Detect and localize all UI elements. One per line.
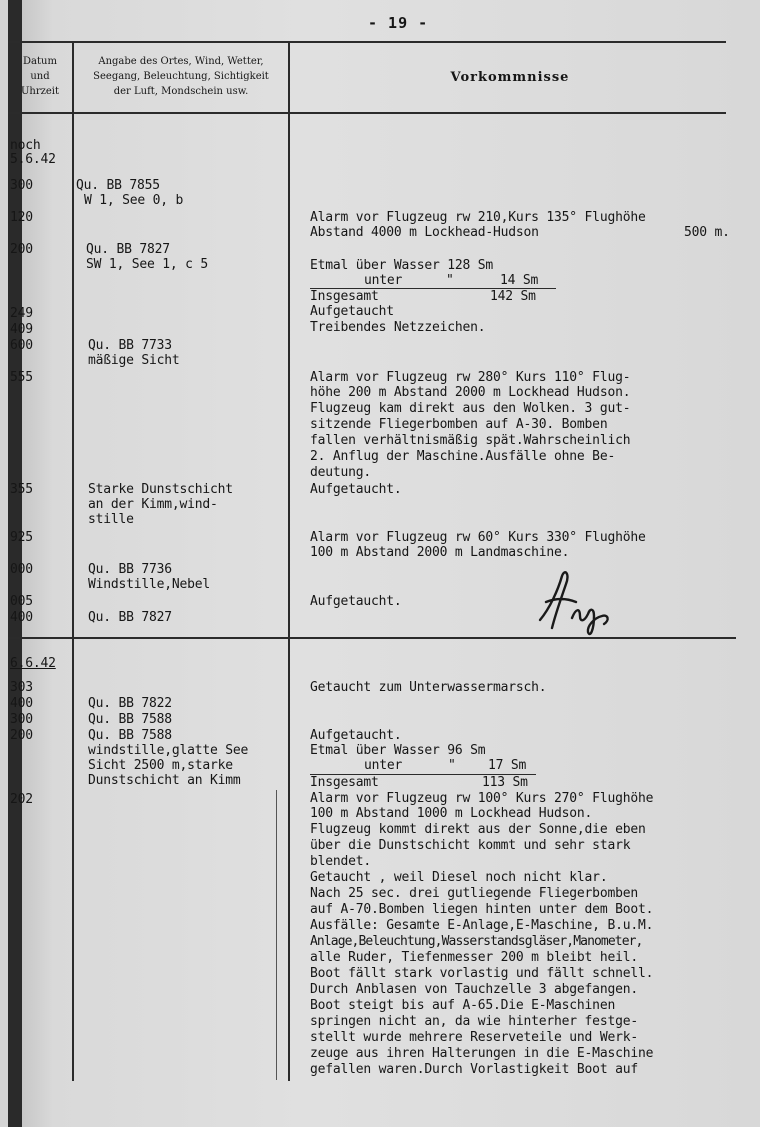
vork-line: Alarm vor Flugzeug rw 210,Kurs 135° Flughöhe (310, 210, 646, 225)
vork-line: springen nicht an, da wie hinterher festge- (310, 1014, 638, 1029)
header-datum: Datum und Uhrzeit (20, 56, 60, 97)
vork-line: 14 Sm (500, 273, 539, 288)
angabe-entry: Dunstschicht an Kimm (88, 773, 241, 788)
header-vorkommnisse: Vorkommnisse (450, 70, 570, 85)
time-entry: 120 (10, 210, 33, 225)
vork-line: Flugzeug kam direkt aus den Wolken. 3 gut- (310, 401, 631, 416)
vork-line: Getaucht , weil Diesel noch nicht klar. (310, 870, 608, 885)
angabe-entry: windstille,glatte See (88, 743, 249, 758)
vork-line: stellt wurde mehrere Reserveteile und Werk- (310, 1030, 638, 1045)
vork-line: zeuge aus ihren Halterungen in die E-Maschine (310, 1046, 654, 1061)
time-entry: 400 (10, 696, 33, 711)
vork-line: höhe 200 m Abstand 2000 m Lockhead Hudson. (310, 385, 631, 400)
header-bottom-rule (8, 112, 726, 114)
vork-line: Abstand 4000 m Lockhead-Hudson (310, 225, 539, 240)
time-entry: 202 (10, 792, 33, 807)
time-entry: 200 (10, 728, 33, 743)
angabe-entry: an der Kimm,wind- (88, 497, 218, 512)
time-entry: 303 (10, 680, 33, 695)
angabe-entry: Qu. BB 7588 (88, 728, 172, 743)
vork-line: Flugzeug kommt direkt aus der Sonne,die eben (310, 822, 646, 837)
time-entry: 409 (10, 322, 33, 337)
handwritten-signature (532, 568, 622, 638)
vork-line: 17 Sm (488, 758, 527, 773)
day-separator-rule (8, 637, 736, 639)
vork-line: 100 m Abstand 2000 m Landmaschine. (310, 545, 570, 560)
vork-line: Etmal über Wasser 128 Sm (310, 258, 494, 273)
angabe-entry: W 1, See 0, b (84, 193, 184, 208)
vork-line: über die Dunstschicht kommt und sehr stark (310, 838, 631, 853)
header-angabe: Angabe des Ortes, Wind, Wetter, Seegang, Beleuchtung, Sichtigkeit der Luft, Mondschein usw. (93, 56, 269, 97)
col-divider-1 (72, 41, 74, 1081)
col-divider-2 (288, 41, 290, 1081)
col-divider-3 (276, 790, 277, 1080)
vork-line: Insgesamt (310, 775, 379, 790)
vork-line: unter (364, 273, 403, 288)
vork-line: blendet. (310, 854, 372, 869)
vork-line: unter (364, 758, 403, 773)
vork-line: 500 m. (684, 225, 730, 240)
time-entry: 355 (10, 482, 33, 497)
vork-line: Nach 25 sec. drei gutliegende Fliegerbomben (310, 886, 638, 901)
angabe-entry: Qu. BB 7855 (76, 178, 160, 193)
vork-line: Aufgetaucht. (310, 482, 402, 497)
angabe-entry: Qu. BB 7827 (88, 610, 172, 625)
vork-line: Aufgetaucht (310, 304, 394, 319)
angabe-entry: SW 1, See 1, c 5 (86, 257, 209, 272)
logbook-page (8, 0, 760, 1127)
vork-line: 2. Anflug der Maschine.Ausfälle ohne Be- (310, 449, 616, 464)
angabe-entry: mäßige Sicht (88, 353, 180, 368)
page-number: - 19 - (368, 14, 429, 32)
time-entry: noch (10, 138, 41, 153)
angabe-entry: Qu. BB 7588 (88, 712, 172, 727)
time-date-label: 6.6.42 (10, 656, 56, 671)
header-top-rule (8, 41, 726, 43)
time-date-label: 5.6.42 (10, 152, 56, 167)
time-entry: 300 (10, 712, 33, 727)
angabe-entry: Windstille,Nebel (88, 577, 211, 592)
vork-line: Alarm vor Flugzeug rw 280° Kurs 110° Flug- (310, 370, 631, 385)
vork-line: Aufgetaucht. (310, 594, 402, 609)
angabe-entry: Qu. BB 7822 (88, 696, 172, 711)
angabe-entry: stille (88, 512, 134, 527)
vork-line: Etmal über Wasser 96 Sm (310, 743, 486, 758)
angabe-entry: Qu. BB 7736 (88, 562, 172, 577)
time-entry: 400 (10, 610, 33, 625)
time-entry: 200 (10, 242, 33, 257)
vork-line: Insgesamt (310, 289, 379, 304)
time-entry: 300 (10, 178, 33, 193)
vork-line: gefallen waren.Durch Vorlastigkeit Boot auf (310, 1062, 638, 1077)
vork-line: Durch Anblasen von Tauchzelle 3 abgefangen. (310, 982, 638, 997)
angabe-entry: Qu. BB 7827 (86, 242, 170, 257)
vork-line: Anlage,Beleuchtung,Wasserstandsgläser,Manometer, (310, 934, 643, 949)
vork-line: deutung. (310, 465, 372, 480)
time-entry: 555 (10, 370, 33, 385)
vork-line: Boot fällt stark vorlastig und fällt schnell. (310, 966, 654, 981)
time-entry: 000 (10, 562, 33, 577)
vork-line: auf A-70.Bomben liegen hinten unter dem Boot. (310, 902, 654, 917)
angabe-entry: Starke Dunstschicht (88, 482, 233, 497)
time-entry: 005 (10, 594, 33, 609)
vork-line: Treibendes Netzzeichen. (310, 320, 486, 335)
vork-line: 142 Sm (490, 289, 536, 304)
angabe-entry: Qu. BB 7733 (88, 338, 172, 353)
time-entry: 925 (10, 530, 33, 545)
time-entry: 600 (10, 338, 33, 353)
vork-line: 113 Sm (482, 775, 528, 790)
vork-line: alle Ruder, Tiefenmesser 200 m bleibt heil. (310, 950, 638, 965)
vork-line: fallen verhältnismäßig spät.Wahrscheinlich (310, 433, 631, 448)
vork-line: Alarm vor Flugzeug rw 100° Kurs 270° Flughöhe (310, 791, 654, 806)
vork-line: sitzende Fliegerbomben auf A-30. Bomben (310, 417, 608, 432)
vork-line: Boot steigt bis auf A-65.Die E-Maschinen (310, 998, 616, 1013)
angabe-entry: Sicht 2500 m,starke (88, 758, 233, 773)
vork-line: Ausfälle: Gesamte E-Anlage,E-Maschine, B.u.M. (310, 918, 654, 933)
vork-line: " (446, 273, 454, 288)
vork-line: Aufgetaucht. (310, 728, 402, 743)
vork-line: Alarm vor Flugzeug rw 60° Kurs 330° Flughöhe (310, 530, 646, 545)
vork-line: " (448, 758, 456, 773)
time-entry: 249 (10, 306, 33, 321)
vork-line: 100 m Abstand 1000 m Lockhead Hudson. (310, 806, 593, 821)
vork-line: Getaucht zum Unterwassermarsch. (310, 680, 547, 695)
